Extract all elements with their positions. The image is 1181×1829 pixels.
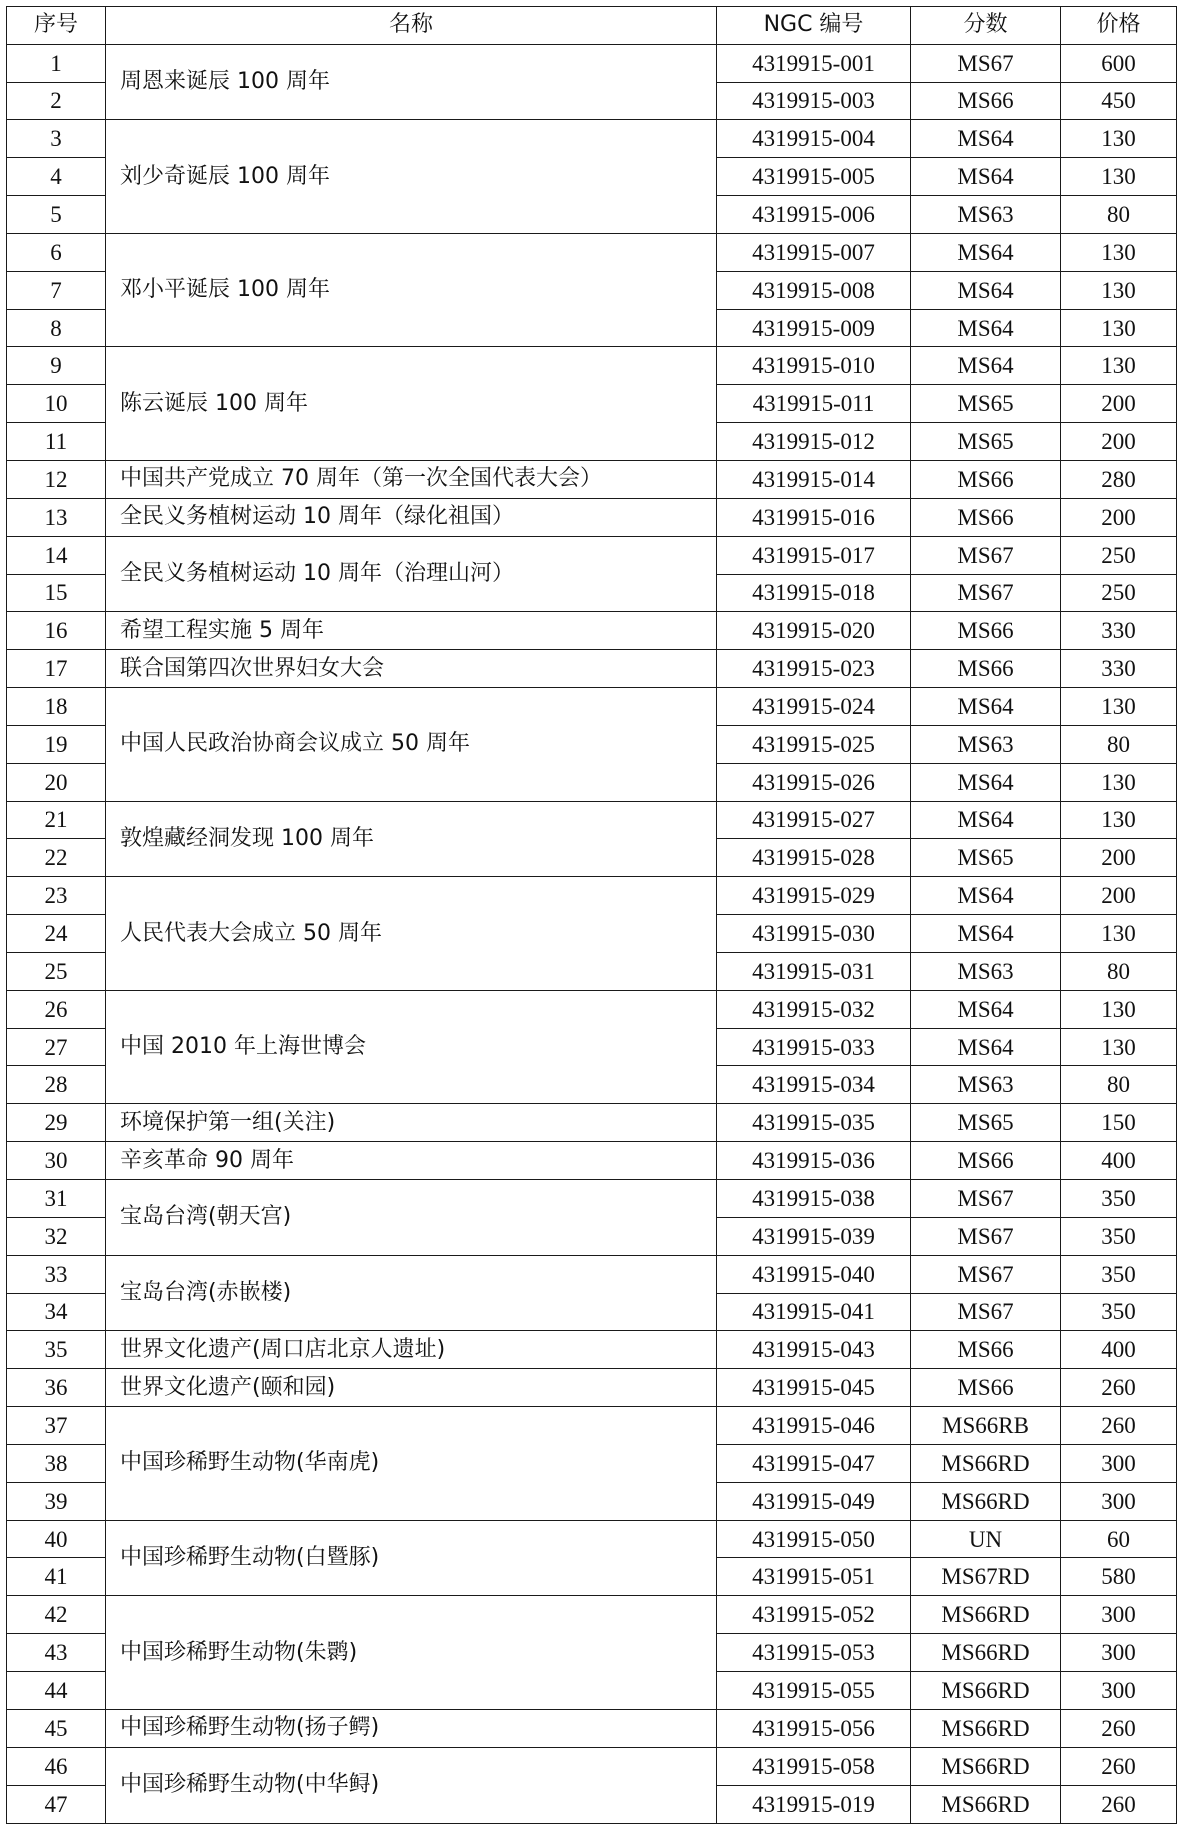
cell-grade: MS65	[911, 385, 1061, 423]
cell-index: 47	[7, 1785, 106, 1824]
table-row	[7, 612, 1177, 650]
cell-ngc-number: 4319915-023	[717, 650, 911, 688]
cell-ngc-number: 4319915-012	[717, 423, 911, 461]
cell-price: 130	[1061, 271, 1177, 309]
cell-name: 宝岛台湾(朝天宫)	[106, 1180, 717, 1256]
cell-price: 60	[1061, 1520, 1177, 1558]
cell-ngc-number: 4319915-019	[717, 1785, 911, 1824]
table-row	[7, 460, 1177, 498]
cell-name: 辛亥革命 90 周年	[106, 1142, 717, 1180]
cell-price: 130	[1061, 158, 1177, 196]
cell-name: 中国人民政治协商会议成立 50 周年	[106, 688, 717, 802]
cell-ngc-number: 4319915-001	[717, 44, 911, 82]
price-table	[6, 6, 1177, 1824]
cell-ngc-number: 4319915-036	[717, 1142, 911, 1180]
cell-ngc-number: 4319915-051	[717, 1558, 911, 1596]
table-row	[7, 1104, 1177, 1142]
cell-price: 80	[1061, 196, 1177, 234]
cell-grade: MS63	[911, 1066, 1061, 1104]
cell-price: 330	[1061, 650, 1177, 688]
cell-price: 260	[1061, 1785, 1177, 1824]
cell-grade: MS64	[911, 688, 1061, 726]
cell-ngc-number: 4319915-030	[717, 915, 911, 953]
cell-ngc-number: 4319915-018	[717, 574, 911, 612]
cell-grade: MS65	[911, 839, 1061, 877]
cell-name: 世界文化遗产(颐和园)	[106, 1369, 717, 1407]
cell-price: 200	[1061, 839, 1177, 877]
cell-price: 300	[1061, 1482, 1177, 1520]
table-row	[7, 877, 1177, 915]
cell-index: 11	[7, 423, 106, 461]
cell-grade: MS64	[911, 990, 1061, 1028]
cell-ngc-number: 4319915-055	[717, 1671, 911, 1709]
cell-ngc-number: 4319915-056	[717, 1709, 911, 1747]
cell-price: 250	[1061, 574, 1177, 612]
cell-index: 32	[7, 1217, 106, 1255]
cell-index: 1	[7, 44, 106, 82]
cell-ngc-number: 4319915-038	[717, 1180, 911, 1218]
cell-grade: MS66	[911, 612, 1061, 650]
cell-grade: MS67	[911, 536, 1061, 574]
cell-index: 13	[7, 498, 106, 536]
cell-name: 中国珍稀野生动物(中华鲟)	[106, 1747, 717, 1823]
cell-ngc-number: 4319915-031	[717, 952, 911, 990]
cell-price: 450	[1061, 82, 1177, 120]
cell-ngc-number: 4319915-046	[717, 1407, 911, 1445]
cell-price: 300	[1061, 1634, 1177, 1672]
cell-ngc-number: 4319915-026	[717, 763, 911, 801]
cell-index: 41	[7, 1558, 106, 1596]
cell-ngc-number: 4319915-010	[717, 347, 911, 385]
cell-index: 34	[7, 1293, 106, 1331]
cell-ngc-number: 4319915-020	[717, 612, 911, 650]
cell-index: 35	[7, 1331, 106, 1369]
cell-grade: MS66	[911, 460, 1061, 498]
table-row	[7, 1709, 1177, 1747]
cell-grade: MS63	[911, 725, 1061, 763]
cell-index: 8	[7, 309, 106, 347]
cell-price: 260	[1061, 1369, 1177, 1407]
header-price: 价格	[1061, 7, 1177, 45]
cell-grade: MS67	[911, 1255, 1061, 1293]
cell-price: 130	[1061, 233, 1177, 271]
cell-grade: MS66	[911, 82, 1061, 120]
table-row	[7, 347, 1177, 385]
cell-price: 350	[1061, 1293, 1177, 1331]
cell-price: 200	[1061, 498, 1177, 536]
table-row	[7, 1142, 1177, 1180]
cell-ngc-number: 4319915-011	[717, 385, 911, 423]
cell-index: 21	[7, 801, 106, 839]
cell-grade: MS66RD	[911, 1747, 1061, 1785]
cell-price: 400	[1061, 1331, 1177, 1369]
cell-name: 中国珍稀野生动物(扬子鳄)	[106, 1709, 717, 1747]
table-row	[7, 990, 1177, 1028]
cell-index: 30	[7, 1142, 106, 1180]
cell-ngc-number: 4319915-045	[717, 1369, 911, 1407]
cell-price: 350	[1061, 1255, 1177, 1293]
cell-grade: MS66RD	[911, 1785, 1061, 1824]
cell-index: 25	[7, 952, 106, 990]
cell-index: 12	[7, 460, 106, 498]
cell-grade: MS64	[911, 158, 1061, 196]
cell-price: 130	[1061, 801, 1177, 839]
cell-ngc-number: 4319915-014	[717, 460, 911, 498]
cell-price: 300	[1061, 1444, 1177, 1482]
cell-price: 260	[1061, 1747, 1177, 1785]
cell-ngc-number: 4319915-028	[717, 839, 911, 877]
cell-grade: MS66RD	[911, 1634, 1061, 1672]
cell-ngc-number: 4319915-050	[717, 1520, 911, 1558]
cell-index: 42	[7, 1596, 106, 1634]
cell-grade: MS63	[911, 952, 1061, 990]
cell-ngc-number: 4319915-040	[717, 1255, 911, 1293]
cell-index: 3	[7, 120, 106, 158]
cell-grade: MS65	[911, 1104, 1061, 1142]
header-row	[7, 7, 1177, 45]
table-row	[7, 1520, 1177, 1558]
cell-index: 18	[7, 688, 106, 726]
cell-grade: MS65	[911, 423, 1061, 461]
header-index: 序号	[7, 7, 106, 45]
cell-ngc-number: 4319915-032	[717, 990, 911, 1028]
cell-index: 28	[7, 1066, 106, 1104]
cell-index: 40	[7, 1520, 106, 1558]
cell-grade: MS66RD	[911, 1596, 1061, 1634]
cell-name: 宝岛台湾(赤嵌楼)	[106, 1255, 717, 1331]
cell-index: 24	[7, 915, 106, 953]
cell-price: 350	[1061, 1180, 1177, 1218]
cell-index: 9	[7, 347, 106, 385]
cell-name: 敦煌藏经洞发现 100 周年	[106, 801, 717, 877]
table-row	[7, 1369, 1177, 1407]
cell-ngc-number: 4319915-053	[717, 1634, 911, 1672]
cell-index: 45	[7, 1709, 106, 1747]
cell-index: 46	[7, 1747, 106, 1785]
cell-grade: MS67	[911, 1217, 1061, 1255]
cell-ngc-number: 4319915-007	[717, 233, 911, 271]
cell-ngc-number: 4319915-035	[717, 1104, 911, 1142]
table-body	[7, 44, 1177, 1823]
cell-name: 中国珍稀野生动物(华南虎)	[106, 1407, 717, 1521]
cell-grade: MS67RD	[911, 1558, 1061, 1596]
cell-index: 44	[7, 1671, 106, 1709]
table-row	[7, 1407, 1177, 1445]
cell-grade: MS66	[911, 650, 1061, 688]
table-row	[7, 498, 1177, 536]
cell-ngc-number: 4319915-043	[717, 1331, 911, 1369]
cell-price: 330	[1061, 612, 1177, 650]
cell-index: 36	[7, 1369, 106, 1407]
cell-grade: MS64	[911, 915, 1061, 953]
cell-index: 19	[7, 725, 106, 763]
cell-price: 200	[1061, 423, 1177, 461]
cell-price: 580	[1061, 1558, 1177, 1596]
cell-price: 130	[1061, 915, 1177, 953]
cell-price: 130	[1061, 990, 1177, 1028]
cell-ngc-number: 4319915-034	[717, 1066, 911, 1104]
cell-index: 6	[7, 233, 106, 271]
cell-grade: MS64	[911, 877, 1061, 915]
cell-price: 260	[1061, 1407, 1177, 1445]
table-row	[7, 120, 1177, 158]
cell-ngc-number: 4319915-016	[717, 498, 911, 536]
header-name: 名称	[106, 7, 717, 45]
cell-index: 5	[7, 196, 106, 234]
table-row	[7, 1331, 1177, 1369]
cell-name: 全民义务植树运动 10 周年（绿化祖国）	[106, 498, 717, 536]
cell-price: 300	[1061, 1596, 1177, 1634]
cell-index: 37	[7, 1407, 106, 1445]
cell-index: 15	[7, 574, 106, 612]
cell-price: 130	[1061, 120, 1177, 158]
cell-ngc-number: 4319915-049	[717, 1482, 911, 1520]
cell-grade: MS64	[911, 801, 1061, 839]
cell-price: 400	[1061, 1142, 1177, 1180]
cell-ngc-number: 4319915-041	[717, 1293, 911, 1331]
cell-price: 130	[1061, 763, 1177, 801]
cell-grade: MS64	[911, 271, 1061, 309]
cell-grade: MS66RD	[911, 1444, 1061, 1482]
cell-index: 29	[7, 1104, 106, 1142]
cell-name: 周恩来诞辰 100 周年	[106, 44, 717, 120]
cell-ngc-number: 4319915-009	[717, 309, 911, 347]
cell-ngc-number: 4319915-058	[717, 1747, 911, 1785]
cell-price: 250	[1061, 536, 1177, 574]
cell-price: 350	[1061, 1217, 1177, 1255]
cell-index: 16	[7, 612, 106, 650]
cell-price: 130	[1061, 347, 1177, 385]
cell-ngc-number: 4319915-003	[717, 82, 911, 120]
cell-index: 31	[7, 1180, 106, 1218]
cell-ngc-number: 4319915-027	[717, 801, 911, 839]
cell-index: 17	[7, 650, 106, 688]
cell-index: 38	[7, 1444, 106, 1482]
cell-index: 39	[7, 1482, 106, 1520]
cell-grade: MS64	[911, 233, 1061, 271]
cell-ngc-number: 4319915-005	[717, 158, 911, 196]
table-row	[7, 650, 1177, 688]
cell-grade: MS66RD	[911, 1482, 1061, 1520]
cell-price: 80	[1061, 725, 1177, 763]
cell-price: 260	[1061, 1709, 1177, 1747]
cell-grade: MS66	[911, 1142, 1061, 1180]
cell-index: 20	[7, 763, 106, 801]
cell-name: 人民代表大会成立 50 周年	[106, 877, 717, 991]
cell-grade: MS67	[911, 1293, 1061, 1331]
cell-name: 中国珍稀野生动物(白暨豚)	[106, 1520, 717, 1596]
table-row	[7, 1180, 1177, 1218]
table-row	[7, 536, 1177, 574]
cell-price: 600	[1061, 44, 1177, 82]
cell-index: 27	[7, 1028, 106, 1066]
cell-ngc-number: 4319915-029	[717, 877, 911, 915]
cell-grade: MS66	[911, 1331, 1061, 1369]
table-row	[7, 233, 1177, 271]
cell-name: 希望工程实施 5 周年	[106, 612, 717, 650]
cell-ngc-number: 4319915-006	[717, 196, 911, 234]
cell-grade: MS64	[911, 120, 1061, 158]
cell-name: 环境保护第一组(关注)	[106, 1104, 717, 1142]
cell-grade: MS66RB	[911, 1407, 1061, 1445]
cell-grade: MS66RD	[911, 1709, 1061, 1747]
cell-ngc-number: 4319915-025	[717, 725, 911, 763]
cell-name: 中国 2010 年上海世博会	[106, 990, 717, 1104]
cell-grade: MS63	[911, 196, 1061, 234]
cell-price: 80	[1061, 1066, 1177, 1104]
cell-index: 23	[7, 877, 106, 915]
cell-ngc-number: 4319915-024	[717, 688, 911, 726]
cell-ngc-number: 4319915-047	[717, 1444, 911, 1482]
cell-grade: MS66RD	[911, 1671, 1061, 1709]
table-row	[7, 44, 1177, 82]
cell-grade: MS64	[911, 1028, 1061, 1066]
cell-price: 80	[1061, 952, 1177, 990]
cell-grade: MS67	[911, 574, 1061, 612]
cell-grade: UN	[911, 1520, 1061, 1558]
table-row	[7, 1255, 1177, 1293]
table-row	[7, 1747, 1177, 1785]
cell-ngc-number: 4319915-008	[717, 271, 911, 309]
cell-price: 130	[1061, 688, 1177, 726]
cell-index: 4	[7, 158, 106, 196]
cell-index: 10	[7, 385, 106, 423]
cell-name: 中国珍稀野生动物(朱鹮)	[106, 1596, 717, 1710]
table-row	[7, 801, 1177, 839]
cell-price: 300	[1061, 1671, 1177, 1709]
cell-ngc-number: 4319915-033	[717, 1028, 911, 1066]
header-ngc-number: NGC 编号	[717, 7, 911, 45]
cell-price: 280	[1061, 460, 1177, 498]
cell-index: 33	[7, 1255, 106, 1293]
cell-index: 2	[7, 82, 106, 120]
cell-name: 邓小平诞辰 100 周年	[106, 233, 717, 347]
cell-name: 中国共产党成立 70 周年（第一次全国代表大会）	[106, 460, 717, 498]
cell-grade: MS64	[911, 309, 1061, 347]
cell-price: 200	[1061, 385, 1177, 423]
cell-index: 22	[7, 839, 106, 877]
table-row	[7, 1596, 1177, 1634]
cell-name: 陈云诞辰 100 周年	[106, 347, 717, 461]
cell-grade: MS67	[911, 44, 1061, 82]
cell-ngc-number: 4319915-004	[717, 120, 911, 158]
cell-name: 世界文化遗产(周口店北京人遗址)	[106, 1331, 717, 1369]
table-row	[7, 688, 1177, 726]
header-grade: 分数	[911, 7, 1061, 45]
cell-ngc-number: 4319915-039	[717, 1217, 911, 1255]
cell-ngc-number: 4319915-017	[717, 536, 911, 574]
table-header	[7, 7, 1177, 45]
cell-grade: MS64	[911, 763, 1061, 801]
cell-name: 联合国第四次世界妇女大会	[106, 650, 717, 688]
cell-index: 26	[7, 990, 106, 1028]
cell-price: 130	[1061, 1028, 1177, 1066]
cell-grade: MS67	[911, 1180, 1061, 1218]
cell-grade: MS66	[911, 1369, 1061, 1407]
cell-name: 刘少奇诞辰 100 周年	[106, 120, 717, 234]
cell-grade: MS66	[911, 498, 1061, 536]
cell-grade: MS64	[911, 347, 1061, 385]
cell-price: 130	[1061, 309, 1177, 347]
cell-price: 150	[1061, 1104, 1177, 1142]
cell-price: 200	[1061, 877, 1177, 915]
cell-index: 7	[7, 271, 106, 309]
cell-index: 43	[7, 1634, 106, 1672]
cell-name: 全民义务植树运动 10 周年（治理山河）	[106, 536, 717, 612]
cell-index: 14	[7, 536, 106, 574]
cell-ngc-number: 4319915-052	[717, 1596, 911, 1634]
